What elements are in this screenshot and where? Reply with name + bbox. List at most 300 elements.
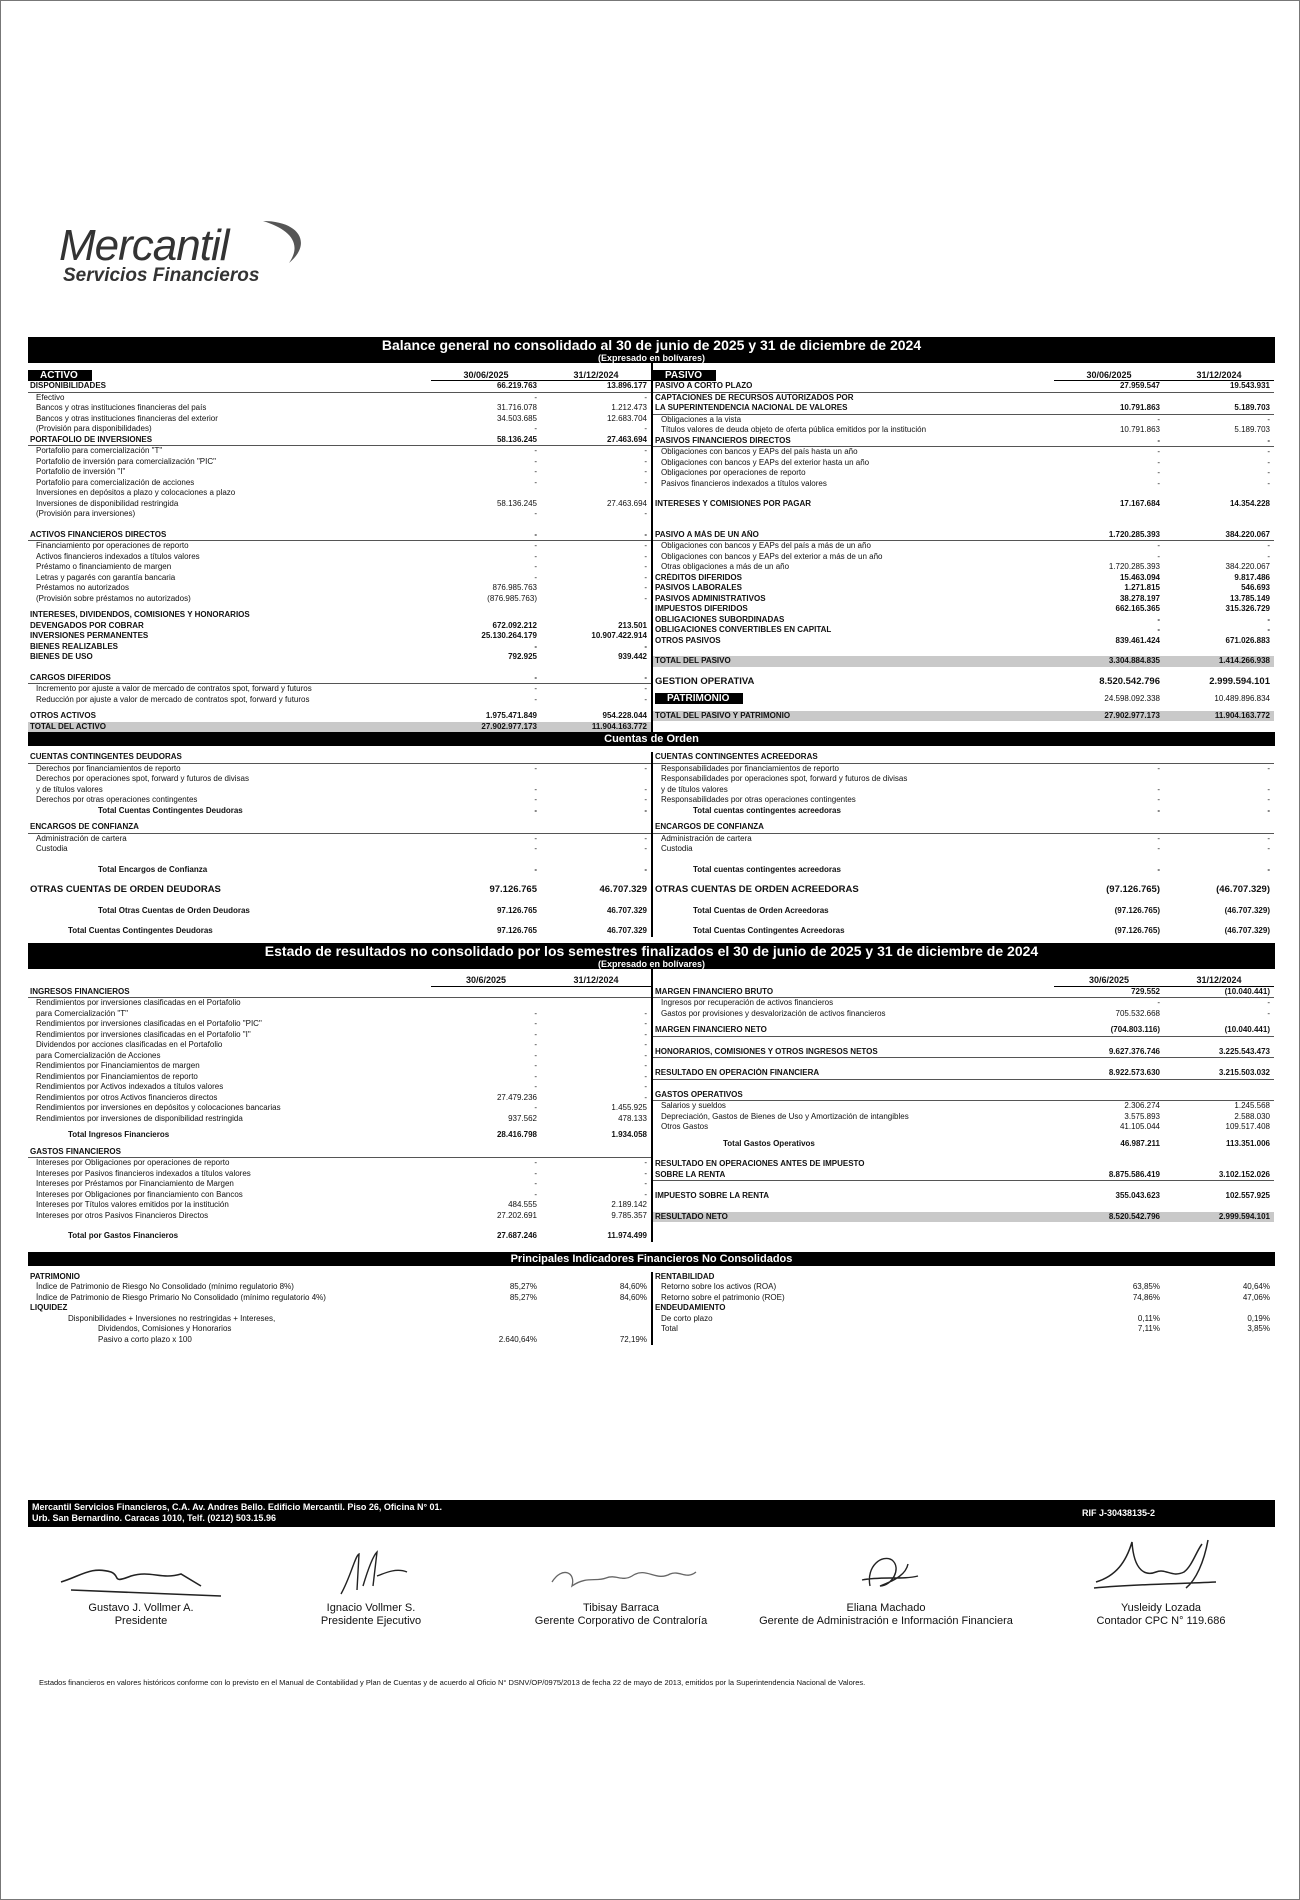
value-current: 672.092.212 — [492, 620, 537, 630]
value-previous: 13.896.177 — [606, 381, 647, 390]
statement-row — [28, 1114, 651, 1125]
statement-row — [28, 621, 651, 632]
value-previous: - — [644, 551, 647, 561]
value-previous: 9.817.486 — [1234, 572, 1270, 582]
row-label: Incremento por ajuste a valor de mercado de contratos spot, forward y futuros — [36, 684, 312, 693]
value-current: 937.562 — [508, 1113, 537, 1123]
value-current: - — [1157, 864, 1160, 874]
value-previous: 11.904.163.772 — [1214, 710, 1270, 720]
balance-title-bar — [28, 337, 1275, 363]
value-previous: - — [1267, 414, 1270, 424]
value-current: 7,11% — [1137, 1324, 1160, 1333]
row-label: Administración de cartera — [661, 833, 752, 843]
row-label: para Comercialización "T" — [36, 1008, 128, 1018]
row-label: PASIVOS LABORALES — [655, 583, 742, 592]
row-label: DISPONIBILIDADES — [30, 381, 107, 390]
statement-row — [28, 467, 651, 478]
row-label: ENDEUDAMIENTO — [655, 1303, 726, 1312]
value-current: - — [534, 1168, 537, 1178]
statement-row — [653, 764, 1274, 775]
value-current: - — [534, 392, 537, 402]
row-label: Rendimientos por inversiones en depósitos y colocaciones bancarias — [36, 1103, 281, 1112]
statement-row — [653, 1212, 1274, 1223]
row-label: HONORARIOS, COMISIONES Y OTROS INGRESOS NETOS — [655, 1046, 878, 1056]
statement-row — [28, 583, 651, 594]
activo-rows — [28, 381, 651, 732]
orden-title: Cuentas de Orden — [28, 732, 1275, 746]
statement-row — [28, 446, 651, 457]
row-label: Préstamo o financiamiento de margen — [36, 562, 172, 571]
row-label: Total Encargos de Confianza — [98, 864, 208, 874]
row-label: Responsabilidades por otras operaciones contingentes — [661, 795, 856, 804]
date-col-2: 31/12/2024 — [541, 370, 651, 382]
row-label: Pasivo a corto plazo x 100 — [98, 1334, 192, 1344]
indicadores-title: Principales Indicadores Financieros No Consolidados — [28, 1252, 1275, 1266]
value-current: - — [1157, 414, 1160, 424]
value-current: 41.105.044 — [1119, 1122, 1160, 1131]
value-current: - — [534, 529, 537, 539]
row-spacer — [28, 916, 651, 926]
value-previous: (10.040.441) — [1224, 986, 1270, 996]
value-previous: - — [644, 424, 647, 433]
row-label: Préstamos no autorizados — [36, 583, 129, 592]
value-current: 27.479.236 — [496, 1092, 537, 1102]
statement-row — [653, 1282, 1274, 1293]
value-previous: 384.220.067 — [1225, 529, 1270, 539]
value-current: 24.598.092.338 — [1104, 694, 1160, 703]
value-current: 662.165.365 — [1115, 604, 1160, 613]
row-label: OBLIGACIONES CONVERTIBLES EN CAPITAL — [655, 625, 832, 634]
statement-row — [28, 998, 651, 1009]
row-label: PASIVO A MÁS DE UN AÑO — [655, 529, 759, 539]
statement-row — [28, 722, 651, 733]
row-label: Índice de Patrimonio de Riesgo Primario No Consolidado (mínimo regulatorio 4%) — [36, 1292, 326, 1302]
value-current: 46.987.211 — [1120, 1138, 1160, 1148]
row-label: Total Cuentas Contingentes Deudoras — [98, 805, 243, 815]
value-previous: 5.189.703 — [1234, 403, 1270, 412]
value-previous: 1.455.925 — [611, 1103, 647, 1112]
value-previous: - — [644, 456, 647, 466]
pasivo-tag: PASIVO — [653, 370, 716, 381]
row-label: (Provisión para disponibilidades) — [36, 424, 152, 433]
row-label: OBLIGACIONES SUBORDINADAS — [655, 614, 785, 624]
brand-swoosh-icon — [259, 217, 315, 267]
signer-role: Presidente — [114, 1615, 168, 1627]
statement-row — [28, 1009, 651, 1020]
signatures — [31, 1546, 1271, 1656]
value-current: 58.136.245 — [496, 498, 537, 508]
value-current: - — [534, 1082, 537, 1091]
statement-row — [28, 1335, 651, 1346]
statement-row — [28, 610, 651, 621]
row-spacer — [28, 1221, 651, 1231]
resultados-subtitle: (Expresado en bolívares) — [597, 958, 706, 969]
value-previous: - — [644, 784, 647, 794]
value-previous: 11.974.499 — [607, 1231, 647, 1240]
row-label: Intereses por Títulos valores emitidos por la institución — [36, 1200, 229, 1209]
value-previous: 2.588.030 — [1234, 1111, 1270, 1121]
row-spacer — [653, 1181, 1274, 1191]
value-current: - — [1157, 468, 1160, 477]
statement-row — [653, 541, 1274, 552]
value-previous: - — [644, 509, 647, 518]
statement-row — [653, 844, 1274, 855]
value-current: - — [534, 805, 537, 815]
value-previous: - — [644, 684, 647, 693]
row-spacer — [653, 896, 1274, 906]
row-spacer — [653, 1202, 1274, 1212]
value-previous: 3,85% — [1247, 1324, 1270, 1333]
value-current: 97.126.765 — [489, 884, 537, 895]
value-current: 8.520.542.796 — [1108, 1211, 1160, 1221]
row-spacer — [653, 1080, 1274, 1090]
value-previous: 1.934.058 — [611, 1130, 647, 1139]
statement-row — [653, 795, 1274, 806]
value-current: - — [1157, 763, 1160, 773]
value-previous: 5.189.703 — [1234, 425, 1270, 434]
value-current: - — [1157, 551, 1160, 561]
value-previous: 19.543.931 — [1229, 381, 1270, 390]
date-col-2: 31/12/2024 — [1164, 370, 1274, 382]
value-previous: (46.707.329) — [1216, 884, 1270, 895]
value-current: - — [1157, 998, 1160, 1007]
statement-row — [28, 684, 651, 695]
value-current: 8.875.586.419 — [1108, 1169, 1160, 1179]
row-label: Total — [661, 1324, 678, 1333]
statement-row — [28, 1190, 651, 1201]
financial-statement — [28, 337, 1275, 1345]
row-label: Total cuentas contingentes acreedoras — [693, 864, 841, 874]
value-previous: 84,60% — [619, 1282, 647, 1291]
statement-row — [653, 415, 1274, 426]
value-previous: - — [644, 1168, 647, 1178]
row-label: para Comercialización de Acciones — [36, 1050, 161, 1060]
orden-acreedoras — [651, 752, 1274, 937]
row-label: LIQUIDEZ — [30, 1303, 68, 1312]
value-previous: - — [644, 1158, 647, 1167]
value-previous: 13.785.149 — [1229, 593, 1270, 603]
statement-row — [28, 488, 651, 499]
value-current: - — [1157, 435, 1160, 445]
value-current: 97.126.765 — [496, 926, 537, 935]
statement-row — [28, 865, 651, 876]
row-spacer — [653, 520, 1274, 530]
value-current: - — [1157, 447, 1160, 456]
row-label: Rendimientos por inversiones clasificadas en el Portafolio — [36, 998, 241, 1007]
row-spacer — [28, 855, 651, 865]
value-current: - — [1157, 614, 1160, 624]
row-label: Rendimientos por Activos indexados a títulos valores — [36, 1082, 224, 1091]
value-previous: - — [644, 1019, 647, 1028]
row-label: Administración de cartera — [36, 833, 127, 843]
date-col-2: 31/12/2024 — [541, 975, 651, 987]
orden-section — [28, 752, 1275, 937]
value-previous: - — [1267, 1008, 1270, 1018]
row-label: CRÉDITOS DIFERIDOS — [655, 572, 742, 582]
value-previous: - — [644, 1082, 647, 1091]
statement-row — [28, 1200, 651, 1211]
value-current: 74,86% — [1132, 1292, 1160, 1302]
statement-row — [653, 752, 1274, 764]
value-current: - — [534, 456, 537, 466]
date-col-1: 30/6/2025 — [1054, 975, 1164, 987]
value-previous: (10.040.441) — [1224, 1025, 1270, 1034]
row-label: (Provisión para inversiones) — [36, 509, 136, 518]
value-previous: 3.225.543.473 — [1218, 1046, 1270, 1056]
statement-row — [653, 693, 1274, 705]
statement-row — [28, 642, 651, 653]
statement-row — [28, 1231, 651, 1242]
value-previous: - — [644, 1029, 647, 1039]
date-col-1: 30/06/2025 — [1054, 370, 1164, 382]
row-label: Custodia — [36, 844, 68, 853]
row-label: Intereses por Obligaciones por financiamiento con Bancos — [36, 1189, 243, 1199]
statement-row — [653, 573, 1274, 584]
row-label: Portafolio para comercialización de acciones — [36, 477, 195, 487]
value-current: - — [534, 1008, 537, 1018]
value-previous: 46.707.329 — [606, 926, 647, 935]
row-label: Portafolio para comercialización "T" — [36, 446, 163, 455]
row-spacer — [28, 663, 651, 673]
pasivo-header — [653, 363, 1274, 381]
indicadores-right — [651, 1272, 1274, 1346]
row-label: Bancos y otras instituciones financieras del exterior — [36, 413, 218, 423]
value-current: - — [1157, 795, 1160, 804]
value-current: 484.555 — [508, 1200, 537, 1209]
value-current: - — [1157, 457, 1160, 467]
value-previous: - — [644, 1040, 647, 1049]
statement-row — [28, 1103, 651, 1114]
handwritten-signature — [1076, 1532, 1246, 1602]
statement-row — [28, 1051, 651, 1062]
statement-row — [28, 885, 651, 896]
statement-row — [653, 530, 1274, 542]
value-previous: 3.102.152.026 — [1218, 1169, 1270, 1179]
statement-row — [653, 1068, 1274, 1080]
row-label: RESULTADO EN OPERACIONES ANTES DE IMPUESTO — [655, 1159, 865, 1168]
value-previous: 1.245.568 — [1234, 1101, 1270, 1110]
row-label: Rendimientos por Financiamientos de reporto — [36, 1071, 198, 1081]
row-label: Total por Gastos Financieros — [68, 1231, 179, 1240]
statement-row — [28, 1169, 651, 1180]
row-label: Otros Gastos — [661, 1122, 709, 1131]
brand-subtitle: Servicios Financieros — [63, 265, 260, 286]
statement-row — [653, 1159, 1274, 1170]
resultados-left-rows — [28, 987, 651, 1242]
value-previous: 384.220.067 — [1225, 562, 1270, 571]
value-previous: - — [644, 392, 647, 402]
value-current: 97.126.765 — [496, 905, 537, 915]
value-previous: - — [1267, 998, 1270, 1007]
value-previous: - — [644, 541, 647, 550]
value-current: 66.219.763 — [496, 381, 537, 390]
value-previous: 2.189.142 — [611, 1200, 647, 1209]
signer-role: Gerente de Administración e Información Financiera — [759, 1615, 1013, 1627]
value-current: 729.552 — [1131, 986, 1160, 996]
value-previous: - — [644, 833, 647, 843]
signer-name: Tibisay Barraca — [582, 1602, 659, 1614]
statement-row — [28, 1019, 651, 1030]
date-col-1: 30/06/2025 — [431, 370, 541, 382]
handwritten-signature — [536, 1546, 706, 1602]
value-current: 8.922.573.630 — [1108, 1068, 1160, 1077]
row-label: Portafolio de inversión "I" — [36, 467, 126, 476]
orden-deudoras — [28, 752, 651, 937]
value-previous: 671.026.883 — [1225, 635, 1270, 645]
statement-row — [653, 885, 1274, 896]
value-current: - — [534, 1050, 537, 1060]
row-label: PASIVOS ADMINISTRATIVOS — [655, 593, 766, 603]
signer-role: Contador CPC N° 119.686 — [1096, 1615, 1226, 1627]
value-previous: - — [644, 1071, 647, 1081]
value-current: - — [534, 509, 537, 518]
value-previous: 72,19% — [619, 1334, 647, 1344]
statement-row — [28, 1324, 651, 1335]
value-current: - — [1157, 625, 1160, 634]
row-spacer — [653, 510, 1274, 520]
value-previous: - — [1267, 541, 1270, 550]
value-current: - — [1157, 844, 1160, 853]
row-label: Derechos por financiamientos de reporto — [36, 763, 181, 773]
statement-row — [28, 435, 651, 447]
value-previous: 954.228.044 — [602, 711, 647, 720]
statement-row — [653, 774, 1274, 785]
value-previous: - — [1267, 784, 1270, 794]
row-label: RENTABILIDAD — [655, 1271, 715, 1281]
date-col-2: 31/12/2024 — [1164, 975, 1274, 987]
statement-row — [653, 1191, 1274, 1202]
value-previous: 47,06% — [1242, 1292, 1270, 1302]
row-label: Retorno sobre los activos (ROA) — [661, 1282, 777, 1291]
value-previous: - — [644, 805, 647, 815]
value-current: - — [534, 572, 537, 582]
row-label: Total cuentas contingentes acreedoras — [693, 805, 841, 815]
row-label: OTRAS CUENTAS DE ORDEN ACREEDORAS — [655, 885, 859, 895]
value-current: 10.791.863 — [1119, 425, 1160, 434]
value-current: 1.720.285.393 — [1108, 562, 1160, 571]
value-current: - — [534, 694, 537, 704]
statement-row — [28, 509, 651, 520]
signer-name: Eliana Machado — [846, 1602, 926, 1614]
value-previous: 27.463.694 — [606, 498, 647, 508]
value-current: - — [534, 551, 537, 561]
row-label: PATRIMONIO — [30, 1271, 80, 1281]
row-label: RESULTADO NETO — [655, 1211, 728, 1221]
statement-row — [28, 457, 651, 468]
row-label: Total Ingresos Financieros — [68, 1130, 170, 1139]
row-label: Índice de Patrimonio de Riesgo No Consolidado (mínimo regulatorio 8%) — [36, 1282, 294, 1291]
value-current: 792.925 — [508, 652, 537, 661]
value-previous: 478.133 — [618, 1113, 647, 1123]
row-label: Responsabilidades por financiamientos de reporto — [661, 763, 839, 773]
value-previous: 3.215.503.032 — [1218, 1068, 1270, 1077]
row-spacer — [653, 1037, 1274, 1047]
row-label: ENCARGOS DE CONFIANZA — [30, 822, 139, 831]
value-current: - — [1157, 784, 1160, 794]
value-current: - — [534, 795, 537, 804]
row-label: Total Cuentas de Orden Acreedoras — [693, 905, 829, 915]
value-current: - — [534, 864, 537, 874]
value-previous: - — [644, 1189, 647, 1199]
row-label: Intereses por Préstamos por Financiamiento de Margen — [36, 1179, 234, 1188]
row-label: SOBRE LA RENTA — [655, 1169, 726, 1179]
statement-row — [28, 1030, 651, 1041]
company-logo — [59, 221, 259, 287]
value-previous: 113.351.006 — [1225, 1138, 1270, 1148]
row-label: TOTAL DEL PASIVO — [655, 656, 731, 665]
value-current: - — [534, 477, 537, 487]
statement-row — [28, 393, 651, 404]
row-label: DEVENGADOS POR COBRAR — [30, 620, 144, 630]
value-previous: 213.501 — [618, 620, 647, 630]
row-label: CUENTAS CONTINGENTES ACREEDORAS — [655, 752, 818, 761]
value-previous: - — [644, 467, 647, 476]
value-previous: - — [1267, 805, 1270, 815]
value-previous: 9.785.357 — [611, 1210, 647, 1220]
statement-row — [653, 1324, 1274, 1335]
row-label: Derechos por operaciones spot, forward y futuros de divisas — [36, 774, 249, 783]
value-current: - — [534, 833, 537, 843]
value-previous: - — [644, 1092, 647, 1102]
row-label: Total Otras Cuentas de Orden Deudoras — [98, 905, 250, 915]
statement-row — [28, 1211, 651, 1222]
row-label: CAPTACIONES DE RECURSOS AUTORIZADOS POR — [655, 392, 854, 402]
value-current: 28.416.798 — [496, 1130, 537, 1139]
row-spacer — [653, 667, 1274, 677]
value-current: 27.902.977.173 — [1104, 710, 1160, 720]
value-previous: 102.557.925 — [1225, 1191, 1270, 1200]
value-current: 876.985.763 — [492, 583, 537, 592]
row-label: INVERSIONES PERMANENTES — [30, 631, 149, 640]
value-previous: 1.414.266.938 — [1218, 656, 1270, 665]
row-label: ENCARGOS DE CONFIANZA — [655, 822, 764, 831]
value-previous: - — [644, 583, 647, 592]
statement-row — [28, 1293, 651, 1304]
row-label: Rendimientos por inversiones clasificadas en el Portafolio "I" — [36, 1029, 251, 1039]
statement-row — [28, 1147, 651, 1159]
value-previous: - — [1267, 478, 1270, 488]
signer-role: Gerente Corporativo de Contraloría — [534, 1615, 708, 1627]
statement-row — [653, 656, 1274, 667]
balance-title: Balance general no consolidado al 30 de junio de 2025 y 31 de diciembre de 2024 — [381, 337, 922, 353]
row-label: IMPUESTO SOBRE LA RENTA — [655, 1191, 770, 1200]
value-current: 1.975.471.849 — [485, 711, 537, 720]
row-label: LA SUPERINTENDENCIA NACIONAL DE VALORES — [655, 403, 848, 412]
value-current: 27.687.246 — [496, 1231, 537, 1240]
statement-row — [653, 604, 1274, 615]
statement-row — [28, 844, 651, 855]
value-previous: 11.904.163.772 — [591, 721, 647, 731]
value-current: 705.532.668 — [1115, 1008, 1160, 1018]
row-label: Rendimientos por inversiones de disponibilidad restringida — [36, 1113, 243, 1123]
value-previous: - — [644, 1050, 647, 1060]
row-label: Inversiones de disponibilidad restringida — [36, 498, 179, 508]
statement-row — [653, 1009, 1274, 1020]
statement-row — [28, 695, 651, 706]
statement-row — [653, 1090, 1274, 1102]
value-current: - — [534, 1179, 537, 1188]
row-label: PASIVO A CORTO PLAZO — [655, 381, 753, 390]
statement-row — [653, 1047, 1274, 1059]
statement-row — [653, 1101, 1274, 1112]
row-label: Letras y pagarés con garantía bancaria — [36, 572, 176, 582]
value-current: - — [534, 1019, 537, 1028]
statement-row — [653, 1272, 1274, 1283]
resultados-left — [28, 969, 651, 1242]
value-current: - — [534, 1029, 537, 1039]
value-previous: 27.463.694 — [606, 434, 647, 444]
row-label: PORTAFOLIO DE INVERSIONES — [30, 434, 153, 444]
